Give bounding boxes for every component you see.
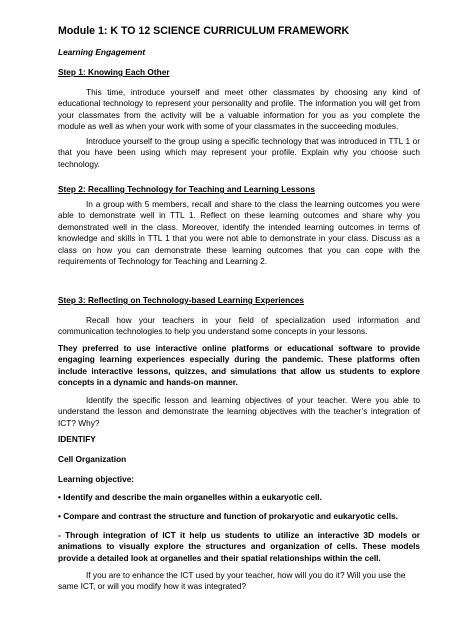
step3-paragraph-3: If you are to enhance the ICT used by your teacher, how will you do it? Will you use the same ICT, or will you modify how it was integrated? [58,570,406,592]
section-subtitle: Learning Engagement [58,47,146,57]
step2-heading: Step 2: Recalling Technology for Teaching and Learning Lessons [58,184,315,194]
step3-paragraph-1: Recall how your teachers in your field of specialization used information and communication technologies to help you understand some concepts in your lessons. [58,315,420,337]
learning-objective-2: • Compare and contrast the structure and function of prokaryotic and eukaryotic cells. [58,511,398,521]
ict-integration-answer: - Through integration of ICT it help us students to utilize an interactive 3D models or animations to visually explore the structures and organization of cells. These models provide a detailed look at organelles and their spatial relationships within the cell. [58,530,420,563]
identify-label: IDENTIFY [58,434,96,444]
lesson-title: Cell Organization [58,454,127,464]
step1-paragraph-1: This time, introduce yourself and meet other classmates by choosing any kind of educational technology to represent your personality and profile. The information you will get from your classmates from the activity will be a valuable information for you as you complete the module as well as when your work with some of your classmates in the succeeding modules. [58,87,420,132]
step2-paragraph-1: In a group with 5 members, recall and share to the class the learning outcomes you were able to demonstrate well in TTL 1. Reflect on these learning outcomes and share why you demonstrated well in the class. Moreover, identify the intended learning outcomes in terms of knowledge and skills in TTL 1 that you were not able to demonstrate in your class. Discuss as a class on how you can demonstrate these learning outcomes that you can cope with the requirements of Technology for Teaching and Learning 2. [58,199,420,267]
learning-objective-label: Learning objective: [58,474,135,484]
step3-paragraph-2: Identify the specific lesson and learning objectives of your teacher. Were you able to understand the lesson and demonstrate the learning objectives with the teacher’s integration of ICT? Why? [58,395,420,428]
step3-answer: They preferred to use interactive online platforms or educational software to provide engaging learning experiences especially during the pandemic. These platforms often include interactive lessons, quizzes, and simulations that allow us students to explore concepts in a dynamic and hands-on manner. [58,343,420,388]
learning-objective-1: • Identify and describe the main organelles within a eukaryotic cell. [58,492,322,502]
page-title: Module 1: K TO 12 SCIENCE CURRICULUM FRAMEWORK [58,25,350,37]
step1-paragraph-2: Introduce yourself to the group using a specific technology that was introduced in TTL 1 or that you have been using which may represent your profile. Explain why you choose such technology. [58,136,420,169]
step3-heading: Step 3: Reflecting on Technology-based Learning Experiences [58,295,305,305]
step1-heading: Step 1: Knowing Each Other [58,67,170,77]
